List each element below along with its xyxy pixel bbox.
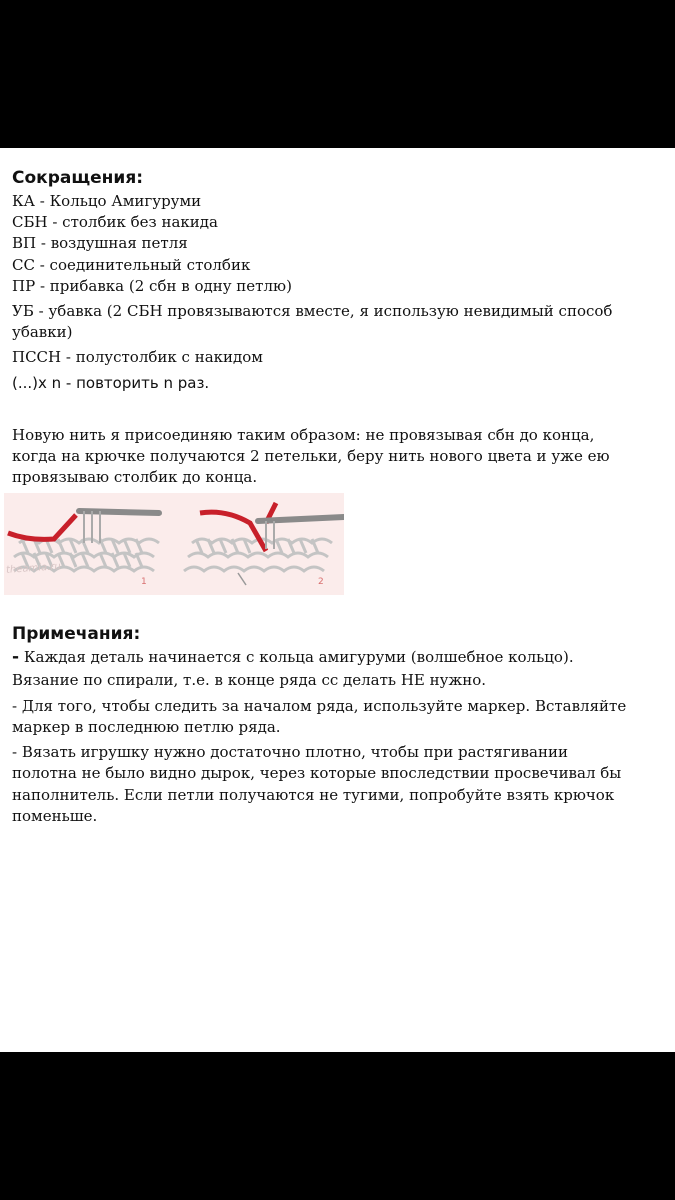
note-line: наполнитель. Если петли получаются не тугими, попробуйте взять крючок [12,786,615,804]
step-label: 2 [318,577,324,587]
abbreviation-item: убавки) [12,323,73,341]
bullet-dash: - [12,647,20,667]
abbreviations-title: Сокращения: [12,168,144,188]
abbreviation-item: (...)x n - повторить n раз. [12,374,210,392]
abbreviation-item: СБН - столбик без накида [12,213,218,231]
crochet-illustration [4,493,344,595]
note-line: полотна не было видно дырок, через которые впоследствии просвечивал бы [12,764,622,782]
crochet-steps-drawing [4,493,344,595]
document-page [0,148,675,1052]
intro-line: провязываю столбик до конца. [12,468,258,486]
note-line [12,647,574,668]
notes-title: Примечания: [12,624,141,644]
note-text: Каждая деталь начинается с кольца амигуруми (волшебное кольцо). [23,648,574,666]
stitch-rows-step-2 [184,539,332,571]
note-line: Вязание по спирали, т.е. в конце ряда сс делать НЕ нужно. [12,671,487,689]
abbreviation-item: СС - соединительный столбик [12,256,251,274]
note-line: поменьше. [12,807,98,825]
abbreviation-item: УБ - убавка (2 СБН провязываются вместе, я использую невидимый способ [12,302,613,320]
note-line: маркер в последнюю петлю ряда. [12,718,281,736]
abbreviation-item: ПССН - полустолбик с накидом [12,348,263,366]
abbreviation-item: ПР - прибавка (2 сбн в одну петлю) [12,277,292,295]
crochet-hook-step-2 [258,517,344,521]
intro-line: Новую нить я присоединяю таким образом: не провязывая сбн до конца, [12,426,595,444]
abbreviation-item: ВП - воздушная петля [12,234,188,252]
step-label: 1 [141,577,147,587]
abbreviation-item: КА - Кольцо Амигуруми [12,192,202,210]
note-line: - Вязать игрушку нужно достаточно плотно, чтобы при растягивании [12,743,568,761]
yarn-red-step-1 [8,515,76,539]
note-line: - Для того, чтобы следить за началом ряда, используйте маркер. Вставляйте [12,697,627,715]
watermark: theamia.ru [5,561,62,576]
intro-line: когда на крючке получаются 2 петельки, беру нить нового цвета и уже ею [12,447,610,465]
